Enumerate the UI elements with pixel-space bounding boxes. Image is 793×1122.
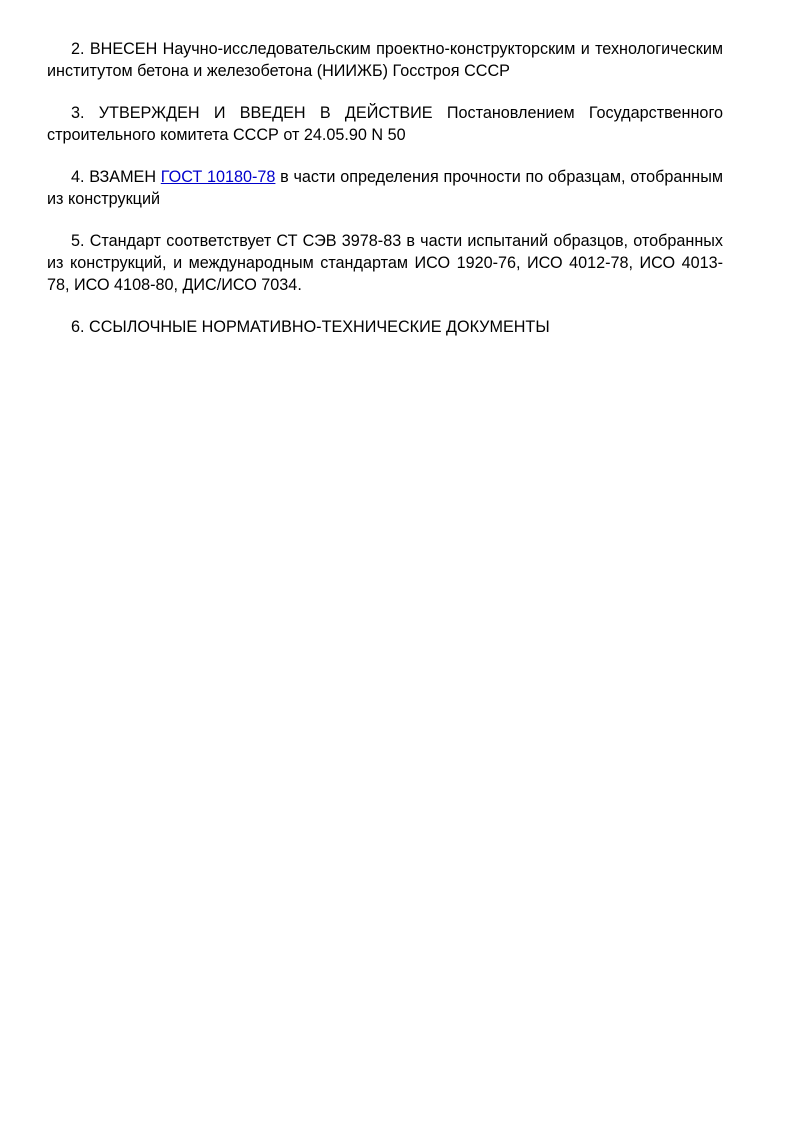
gost-10180-78-link[interactable]: ГОСТ 10180-78 [160,168,276,186]
paragraph-introduced-by: 2. ВНЕСЕН Научно-исследовательским проектно-конструкторским и технологическим институтом бетона и железобетона (НИИЖБ) Госстроя СССР [47,40,723,80]
paragraph-approved: 3. УТВЕРЖДЕН И ВВЕДЕН В ДЕЙСТВИЕ Постановлением Государственного строительного комитета СССР от 24.05.90 N 50 [47,104,723,144]
replaces-prefix: 4. ВЗАМЕН [71,168,161,186]
document-page [47,38,723,338]
section-heading-reference-documents: 6. ССЫЛОЧНЫЕ НОРМАТИВНО-ТЕХНИЧЕСКИЕ ДОКУМЕНТЫ [71,318,550,336]
paragraph-standard-compliance: 5. Стандарт соответствует СТ СЭВ 3978-83 в части испытаний образцов, отобранных из конструкций, и международным стандартам ИСО 1920-76, ИСО 4012-78, ИСО 4013-78, ИСО 4108-80, ДИС/ИСО 7034. [47,232,723,294]
paragraph-replaces [47,166,723,210]
replaces-suffix: в части определения прочности по образцам, отобранным из конструкций [47,168,723,208]
